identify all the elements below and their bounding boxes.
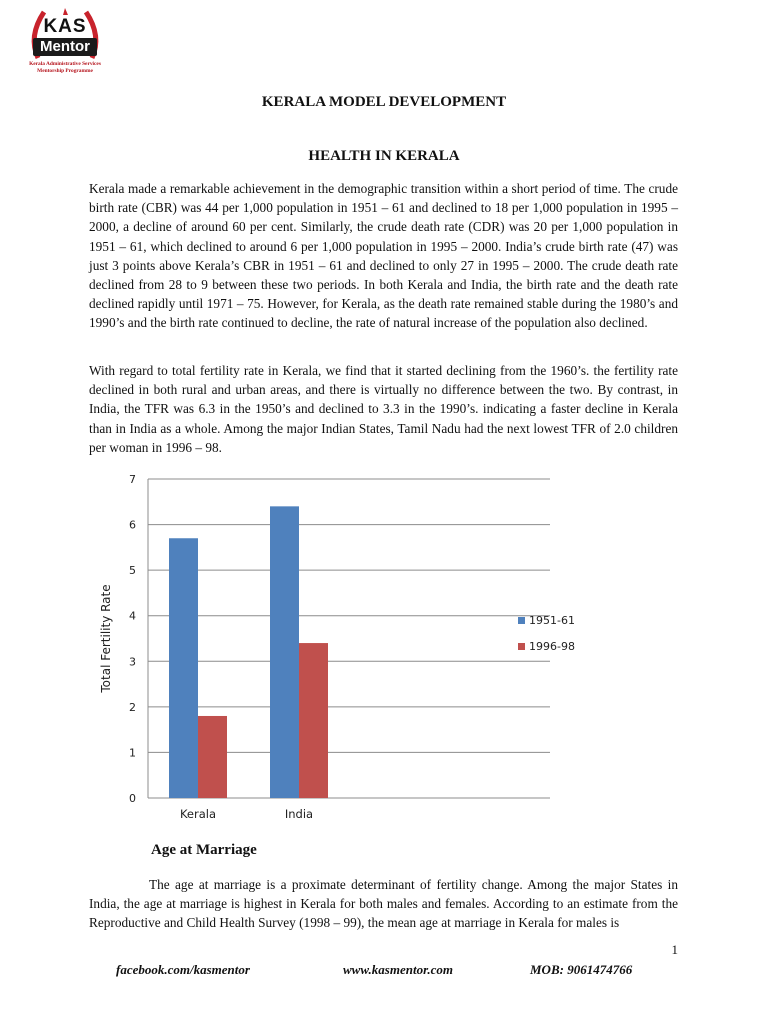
footer-phone: MOB: 9061474766 bbox=[530, 962, 633, 977]
page-subtitle: HEALTH IN KERALA bbox=[308, 148, 460, 164]
bar-kerala-1996-98 bbox=[198, 716, 227, 798]
legend-label: 1996-98 bbox=[529, 640, 575, 653]
y-tick-label: 5 bbox=[129, 564, 136, 578]
logo-tagline-2: Mentorship Programme bbox=[37, 68, 93, 74]
kas-mentor-logo bbox=[24, 6, 106, 80]
paragraph: With regard to total fertility rate in Kerala, we find that it started declining from the 1960’s. the fertility rate declined in both rural and urban areas, and there is virtually no difference between the two. By contrast, in India, the TFR was 6.3 in the 1950’s and declined to 3.3 in the 1990’s. indicating a faster decline in Kerala than in India as a whole. Among the major Indian States, Tamil Nadu had the next lowest TFR of 2.0 children per woman in 1996 – 98. bbox=[89, 363, 678, 455]
bar-kerala-1951-61 bbox=[169, 538, 198, 798]
legend-swatch bbox=[518, 643, 525, 650]
y-tick-label: 3 bbox=[129, 655, 136, 669]
section-heading: Age at Marriage bbox=[151, 842, 257, 858]
paragraph: The age at marriage is a proximate determinant of fertility change. Among the major States in India, the age at marriage is highest in Kerala for both males and females. According to an estimate from the Reproductive and Child Health Survey (1998 – 99), the mean age at marriage in Kerala for males is bbox=[89, 877, 678, 931]
y-tick-label: 7 bbox=[129, 473, 136, 486]
y-tick-label: 0 bbox=[129, 792, 136, 805]
y-tick-label: 2 bbox=[129, 700, 136, 714]
fertility-rate-bar-chart bbox=[90, 468, 610, 828]
bar-india-1996-98 bbox=[299, 643, 328, 798]
logo-text-mentor: Mentor bbox=[33, 38, 97, 56]
x-tick-label: India bbox=[284, 807, 314, 821]
logo-tagline: Kerala Administrative Services bbox=[29, 61, 101, 67]
bar-india-1951-61 bbox=[270, 506, 299, 798]
footer-facebook-link[interactable]: facebook.com/kasmentor bbox=[116, 962, 250, 977]
page-number: 1 bbox=[671, 942, 678, 957]
legend-swatch bbox=[518, 617, 525, 624]
paragraph: Kerala made a remarkable achievement in the demographic transition within a short period of time. The crude birth rate (CBR) was 44 per 1,000 population in 1951 – 61 and declined to 18 per 1,000 population in 1995 – 2000, a decline of around 60 per cent. Similarly, the crude death rate (CDR) was 20 per 1,000 population in 1951 – 61, which declined to around 6 per 1,000 population in 1995 – 2000. India’s crude birth rate (47) was just 3 points above Kerala’s CBR in 1951 – 61 and declined to only 27 in 1995 – 2000. The crude death rate declined from 28 to 9 between these two periods. In both Kerala and India, the birth rate and the death rate declined rapidly until 1971 – 75. However, for Kerala, as the death rate remained stable during the 1980’s and 1990’s and the birth rate continued to decline, the rate of natural increase of the population also declined. bbox=[89, 181, 678, 331]
logo-text-kas: KAS bbox=[43, 16, 87, 37]
footer-website-link[interactable]: www.kasmentor.com bbox=[343, 962, 454, 977]
legend-label: 1951-61 bbox=[529, 614, 575, 627]
y-tick-label: 4 bbox=[129, 609, 136, 623]
y-tick-label: 1 bbox=[129, 746, 136, 760]
x-tick-label: Kerala bbox=[179, 807, 217, 821]
y-tick-label: 6 bbox=[129, 518, 136, 532]
page-title: KERALA MODEL DEVELOPMENT bbox=[261, 94, 507, 110]
y-axis-label: Total Fertility Rate bbox=[99, 584, 113, 693]
